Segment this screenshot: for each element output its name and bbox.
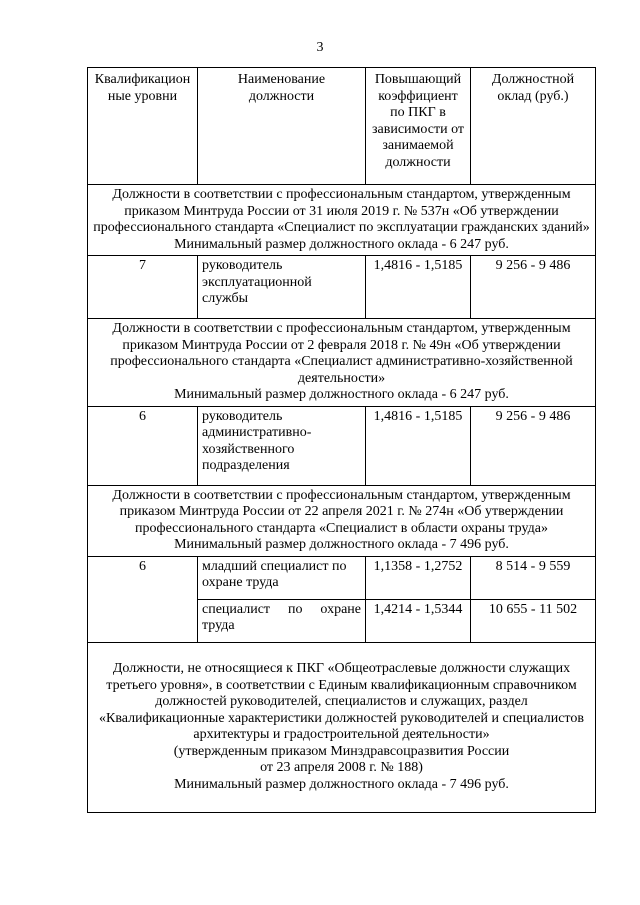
section-heading-row xyxy=(88,642,596,812)
cell-level: 7 xyxy=(88,256,198,319)
page-number: 3 xyxy=(316,40,324,55)
cell-position: руководитель административно- хозяйственного подразделения xyxy=(198,406,366,485)
table-header-row xyxy=(88,68,596,185)
header-coefficient: Повышающий коэффициент по ПКГ в зависимости от занимаемой должности xyxy=(366,68,471,185)
section-heading xyxy=(88,319,596,407)
section-min-salary: Минимальный размер должностного оклада - 7 496 руб. xyxy=(174,537,509,552)
cell-salary: 9 256 - 9 486 xyxy=(471,406,596,485)
section-heading xyxy=(88,642,596,812)
cell-coefficient: 1,4816 - 1,5185 xyxy=(366,256,471,319)
table-row xyxy=(88,256,596,319)
cell-coefficient: 1,4214 - 1,5344 xyxy=(366,599,471,642)
cell-level: 6 xyxy=(88,406,198,485)
header-position-name: Наименование должности xyxy=(198,68,366,185)
cell-level: 6 xyxy=(88,556,198,642)
section-heading-text: Должности в соответствии с профессиональным стандартом, утвержденным приказом Минтруда России от 2 февраля 2018 г. № 49н «Об утверждении профессионального стандарта «Специалист административно-хозяйственной деятельности» xyxy=(110,321,573,386)
section-heading-text: Должности, не относящиеся к ПКГ «Общеотраслевые должности служащих третьего уровня», в соответствии с Единым квалификационным справочником должностей руководителей, специалистов и служащих, раздел «Квалификационные характеристики должностей руководителей и специалистов архитектуры и градостроительной деятельности» (утвержденным приказом Минздравсоцразвития России от 23 апреля 2008 г. № 188) xyxy=(99,661,584,775)
section-heading-row xyxy=(88,485,596,556)
header-salary: Должностной оклад (руб.) xyxy=(471,68,596,185)
cell-position xyxy=(198,556,366,599)
section-heading-row xyxy=(88,185,596,256)
table-row xyxy=(88,406,596,485)
section-min-salary: Минимальный размер должностного оклада - 7 496 руб. xyxy=(174,776,509,792)
cell-salary: 8 514 - 9 559 xyxy=(471,556,596,599)
cell-position: специалист по охране труда xyxy=(198,599,366,642)
header-qualification-levels: Квалификацион ные уровни xyxy=(88,68,198,185)
position-text: младший специалист по охране труда xyxy=(202,558,347,590)
cell-salary: 9 256 - 9 486 xyxy=(471,256,596,319)
section-min-salary: Минимальный размер должностного оклада - 6 247 руб. xyxy=(174,236,509,252)
section-heading-row xyxy=(88,319,596,407)
salary-table xyxy=(87,67,596,813)
section-heading xyxy=(88,185,596,256)
section-heading-text: Должности в соответствии с профессиональным стандартом, утвержденным приказом Минтруда России от 31 июля 2019 г. № 537н «Об утверждении профессионального стандарта «Специалист по эксплуатации гражданских зданий» xyxy=(93,187,590,235)
table-row xyxy=(88,556,596,599)
cell-coefficient: 1,4816 - 1,5185 xyxy=(366,406,471,485)
section-min-salary: Минимальный размер должностного оклада - 6 247 руб. xyxy=(174,387,509,402)
cell-coefficient: 1,1358 - 1,2752 xyxy=(366,556,471,599)
cell-salary: 10 655 - 11 502 xyxy=(471,599,596,642)
section-heading xyxy=(88,485,596,556)
section-heading-text: Должности в соответствии с профессиональным стандартом, утвержденным приказом Минтруда России от 22 апреля 2021 г. № 274н «Об утверждении профессионального стандарта «Специалист в области охраны труда» xyxy=(112,487,571,536)
cell-position: руководитель эксплуатационной службы xyxy=(198,256,366,319)
